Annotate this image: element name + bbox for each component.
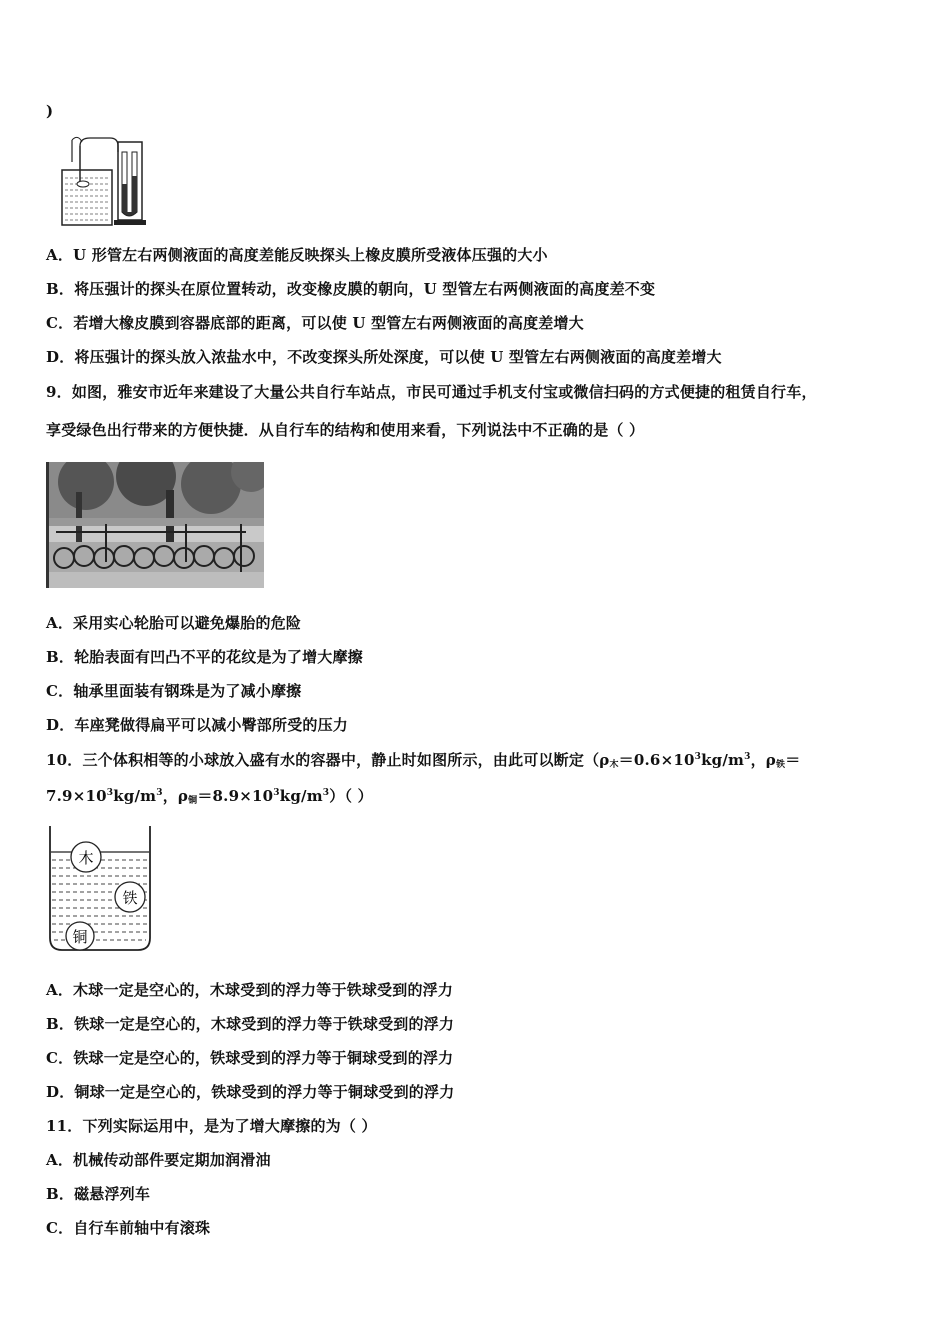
q10-stem-line1: 10．三个体积相等的小球放入盛有水的容器中，静止时如图所示，由此可以断定（$\rho_木=0.6\times 10^3kg/m^3$，$\rho_铁=$ xyxy=(46,751,801,770)
q10-option-a: A．木球一定是空心的，木球受到的浮力等于铁球受到的浮力 xyxy=(46,981,454,999)
q10-option-b: B．铁球一定是空心的，木球受到的浮力等于铁球受到的浮力 xyxy=(46,1015,455,1033)
q9-option-a: A．采用实心轮胎可以避免爆胎的危险 xyxy=(46,614,302,632)
q10-stem-line2: $7.9\times 10^3kg/m^3$，$\rho_铜=8.9\times 10^3kg/m^3$）（ ） xyxy=(46,787,373,806)
q9-option-b: B．轮胎表面有凹凸不平的花纹是为了增大摩擦 xyxy=(46,648,363,666)
question-fragment: ) xyxy=(46,102,54,120)
q10-option-c: C．铁球一定是空心的，铁球受到的浮力等于铜球受到的浮力 xyxy=(46,1049,454,1067)
q11-option-b: B．磁悬浮列车 xyxy=(46,1185,151,1203)
q8-option-c: C．若增大橡皮膜到容器底部的距离，可以使 U 型管左右两侧液面的高度差增大 xyxy=(46,314,584,332)
q8-option-a: A．U 形管左右两侧液面的高度差能反映探头上橡皮膜所受液体压强的大小 xyxy=(46,246,548,264)
floating-balls-figure xyxy=(46,826,156,956)
bicycle-station-photo xyxy=(46,462,264,588)
q9-option-c: C．轴承里面装有钢珠是为了减小摩擦 xyxy=(46,682,302,700)
ball-label-copper: 铜 xyxy=(72,928,88,946)
pressure-gauge-figure xyxy=(50,132,150,232)
q9-stem-line1: 9．如图，雅安市近年来建设了大量公共自行车站点，市民可通过手机支付宝或微信扫码的方式便捷的租赁自行车， xyxy=(46,383,817,401)
q8-option-d: D．将压强计的探头放入浓盐水中，不改变探头所处深度，可以使 U 型管左右两侧液面的高度差增大 xyxy=(46,348,722,366)
ball-label-wood: 木 xyxy=(78,849,94,867)
q9-stem-line2: 享受绿色出行带来的方便快捷．从自行车的结构和使用来看，下列说法中不正确的是（ ） xyxy=(46,421,645,439)
q11-option-c: C．自行车前轴中有滚珠 xyxy=(46,1219,211,1237)
q9-option-d: D．车座凳做得扁平可以减小臀部所受的压力 xyxy=(46,716,349,734)
q8-option-b: B．将压强计的探头在原位置转动，改变橡皮膜的朝向，U 型管左右两侧液面的高度差不变 xyxy=(46,280,656,298)
ball-label-iron: 铁 xyxy=(122,889,138,907)
q11-stem: 11．下列实际运用中，是为了增大摩擦的为（ ） xyxy=(46,1117,377,1135)
q10-option-d: D．铜球一定是空心的，铁球受到的浮力等于铜球受到的浮力 xyxy=(46,1083,455,1101)
q11-option-a: A．机械传动部件要定期加润滑油 xyxy=(46,1151,271,1169)
